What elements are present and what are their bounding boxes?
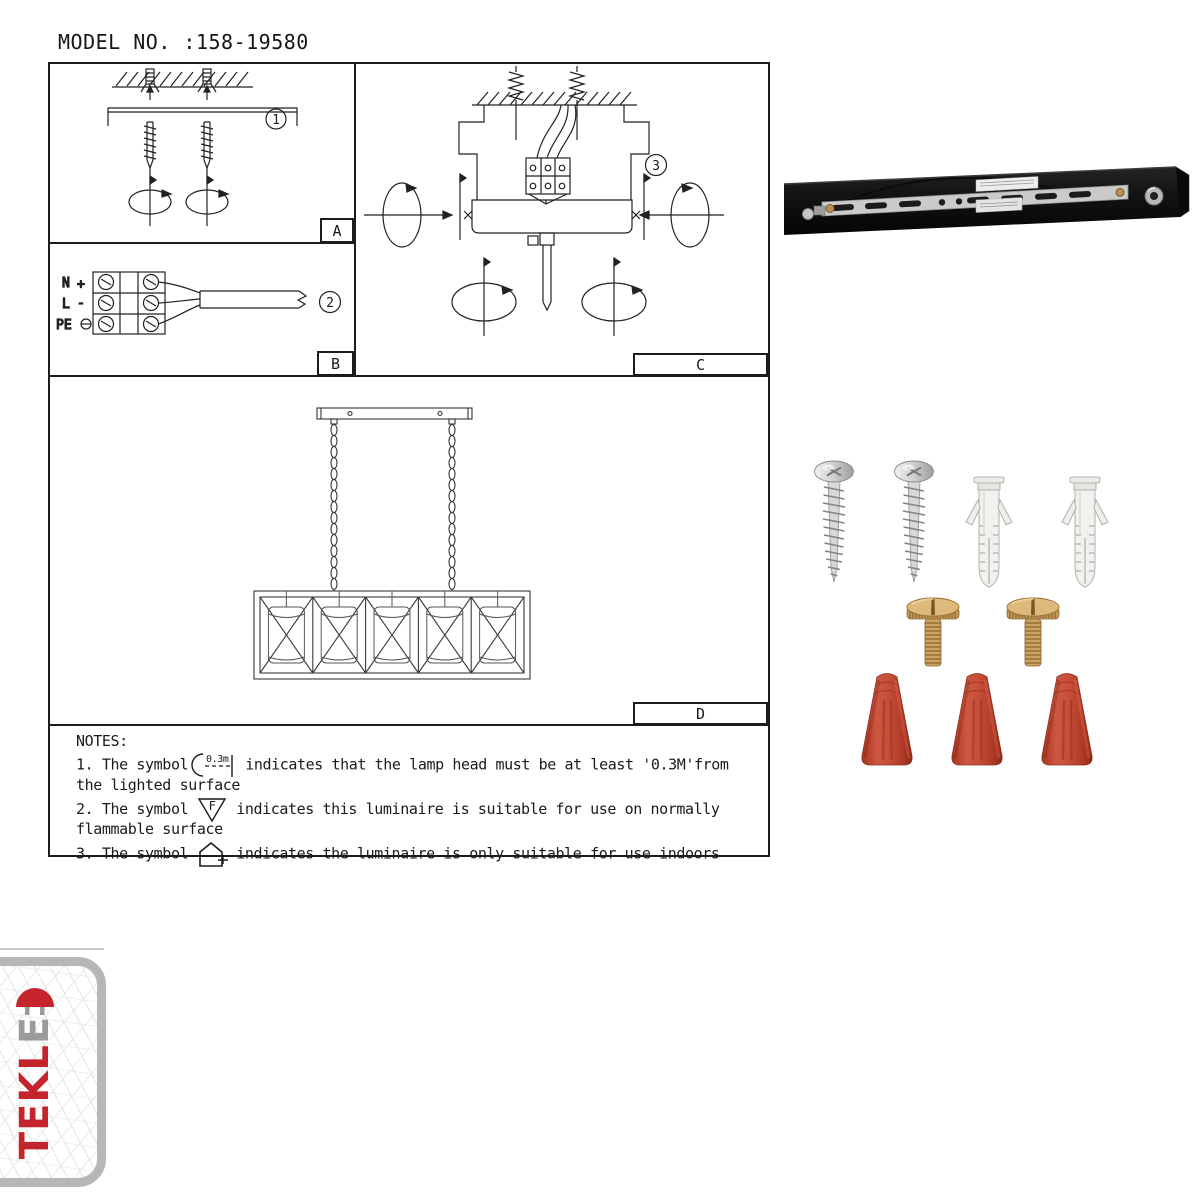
cable-break (298, 291, 306, 308)
step-3-marker (646, 155, 667, 176)
svg-text:3: 3 (652, 159, 660, 174)
chain-left (331, 425, 337, 590)
wall-plug-photo-2 (1058, 476, 1112, 598)
terminal-block (526, 158, 570, 194)
notes-section (50, 724, 768, 863)
cage-lattice (260, 597, 524, 673)
note-1: 1. The symbol 0.3m indicates that the lamp head must be at least '0.3M'from (76, 752, 768, 774)
strip-screw (1116, 188, 1124, 196)
panel-b-wiring-drawing (50, 244, 354, 375)
installation-diagram (48, 62, 770, 863)
terminal-sign-plus: + (77, 277, 85, 292)
logo-text-e: E (12, 1015, 58, 1045)
mounting-bracket (108, 108, 297, 126)
ceiling-mount-bar-photo (780, 156, 1194, 248)
screw-symbol (144, 122, 156, 226)
terminal-label-pe: PE (56, 318, 72, 333)
screw-photo-1 (812, 460, 856, 593)
mounting-box-outline (459, 105, 649, 200)
wire-nut-photo-1 (858, 670, 916, 770)
step-2-marker (320, 292, 341, 313)
brass-bolt-photo-2 (1002, 596, 1064, 674)
note-2-cont: flammable surface (76, 820, 223, 838)
wire-nut-photo-3 (1038, 670, 1096, 770)
terminal-label-n: N (62, 276, 70, 291)
strip-screw (826, 205, 834, 213)
svg-text:2: 2 (326, 296, 334, 311)
wall-plug-photo-1 (962, 476, 1016, 598)
panel-d-pendant-drawing (50, 377, 768, 724)
screw-symbol (201, 122, 213, 226)
tekled-logo (0, 957, 106, 1187)
svg-text:0.3m: 0.3m (206, 754, 229, 765)
logo-text-tek: TEK (12, 1070, 58, 1160)
model-number-title: MODEL NO. :158-19580 (58, 30, 309, 54)
terminal-label-l: L (62, 297, 70, 312)
svg-text:1: 1 (272, 113, 280, 128)
screw-photo-2 (892, 460, 936, 593)
cable (200, 291, 299, 308)
logo-top-line (0, 948, 104, 950)
ceiling-hatch (116, 72, 248, 86)
ceiling-bar (317, 408, 472, 419)
ceiling-hatch (477, 92, 631, 105)
wires (537, 105, 576, 158)
brass-bolt-photo-1 (902, 596, 964, 674)
panel-c-label: C (633, 353, 768, 376)
canopy (472, 200, 632, 233)
notes-heading: NOTES: (76, 732, 128, 750)
panel-a-drawing (50, 64, 354, 242)
panel-b-label: B (317, 351, 354, 376)
note-2: 2. The symbol F indicates this luminaire is suitable for use on normally (76, 796, 768, 818)
svg-text:F: F (208, 799, 216, 813)
indoor-use-house-icon (195, 840, 229, 868)
chain-right (449, 425, 455, 590)
panel-d-label: D (633, 702, 768, 725)
note-3: 3. The symbol indicates the luminaire is only suitable for use indoors (76, 840, 768, 862)
wire-nut-photo-2 (948, 670, 1006, 770)
note-1-cont: the lighted surface (76, 776, 240, 794)
bar-right-grommet (1145, 187, 1163, 205)
wall-plug-symbol (141, 69, 159, 100)
down-rod (528, 233, 554, 310)
panel-c-drawing (356, 64, 768, 375)
earth-icon (81, 319, 91, 329)
logo-text-l: L (12, 1044, 58, 1071)
led-dome-icon (13, 985, 57, 1015)
panel-a-label: A (320, 218, 354, 243)
terminal-screws (99, 275, 159, 332)
terminal-sign-minus: - (77, 296, 85, 311)
